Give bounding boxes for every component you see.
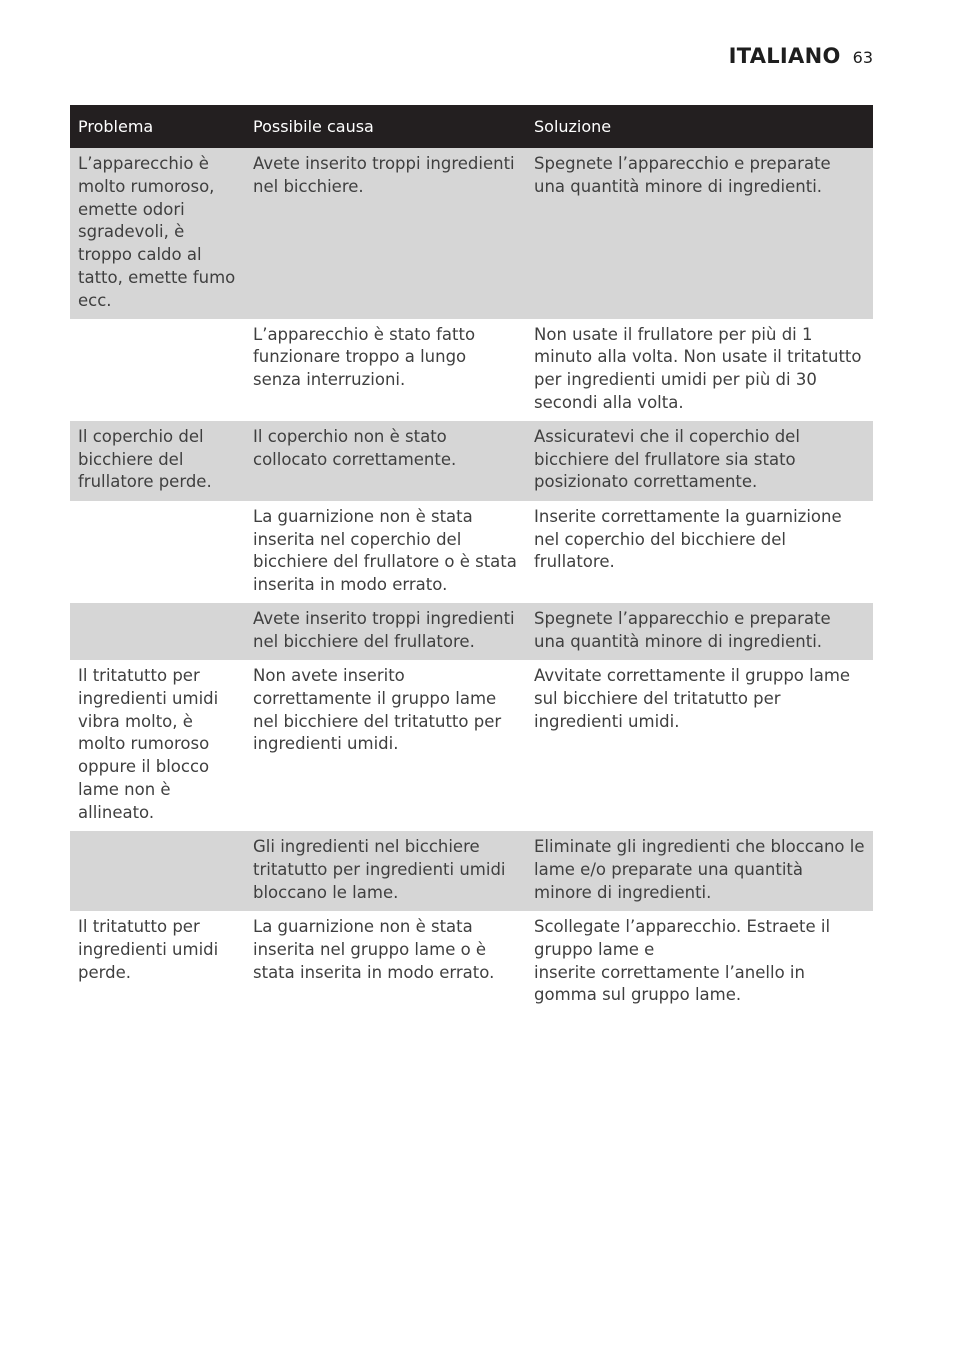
solution-cell: Avvitate correttamente il gruppo lame sul bicchiere del tritatutto per ingredienti umidi. [534, 665, 851, 731]
solution-line: Scollegate l’apparecchio. Estraete il gruppo lame e [534, 916, 831, 959]
table-row [70, 319, 873, 421]
column-header-cause: Possibile causa [245, 105, 526, 148]
solution-line: inserite correttamente l’anello in gomma sul gruppo lame. [534, 962, 805, 1005]
solution-cell: Eliminate gli ingredienti che bloccano le lame e/o preparate una quantità minore di ingredienti. [526, 831, 873, 911]
column-header-solution: Soluzione [526, 105, 873, 148]
table-row [70, 501, 873, 603]
solution-cell [526, 911, 873, 1013]
cause-cell: Non avete inserito correttamente il gruppo lame nel bicchiere del tritatutto per ingredienti umidi. [253, 665, 502, 754]
problem-cell: Il tritatutto per ingredienti umidi vibra molto, è molto rumoroso oppure il blocco lame non è allineato. [78, 665, 219, 822]
cause-cell: Gli ingredienti nel bicchiere tritatutto per ingredienti umidi bloccano le lame. [245, 831, 526, 911]
cause-cell: La guarnizione non è stata inserita nel gruppo lame o è stata inserita in modo errato. [253, 916, 495, 982]
table-row [70, 660, 873, 831]
problem-cell [70, 501, 245, 603]
column-header-problem: Problema [70, 105, 245, 148]
table-row [70, 421, 873, 501]
solution-cell: Inserite correttamente la guarnizione nel coperchio del bicchiere del frullatore. [534, 506, 842, 572]
cause-cell: L’apparecchio è stato fatto funzionare troppo a lungo senza interruzioni. [253, 324, 476, 390]
solution-cell: Non usate il frullatore per più di 1 minuto alla volta. Non usate il tritatutto per ingredienti umidi per più di 30 secondi alla volta. [534, 324, 862, 412]
page-number: 63 [852, 48, 873, 67]
cause-cell: Avete inserito troppi ingredienti nel bicchiere. [245, 148, 526, 319]
table-row [70, 603, 873, 660]
problem-cell: L’apparecchio è molto rumoroso, emette odori sgradevoli, è troppo caldo al tatto, emette fumo ecc. [70, 148, 245, 319]
problem-cell: Il tritatutto per ingredienti umidi perde. [78, 916, 219, 982]
problem-cell: Il coperchio del bicchiere del frullatore perde. [70, 421, 245, 501]
page-header [729, 44, 873, 68]
language-heading: ITALIANO [728, 44, 841, 68]
table-row [70, 911, 873, 1013]
table-header-row [70, 105, 873, 148]
table-row [70, 148, 873, 319]
cause-cell: La guarnizione non è stata inserita nel coperchio del bicchiere del frullatore o è stata inserita in modo errato. [253, 506, 517, 595]
cause-cell: Il coperchio non è stato collocato correttamente. [245, 421, 526, 501]
solution-cell: Spegnete l’apparecchio e preparate una quantità minore di ingredienti. [526, 603, 873, 660]
problem-cell [70, 603, 245, 660]
problem-cell [70, 831, 245, 911]
problem-cell [70, 319, 245, 421]
solution-cell: Spegnete l’apparecchio e preparate una quantità minore di ingredienti. [526, 148, 873, 319]
troubleshooting-table [70, 105, 873, 1013]
table-row [70, 831, 873, 911]
solution-cell: Assicuratevi che il coperchio del bicchiere del frullatore sia stato posizionato correttamente. [526, 421, 873, 501]
cause-cell: Avete inserito troppi ingredienti nel bicchiere del frullatore. [245, 603, 526, 660]
